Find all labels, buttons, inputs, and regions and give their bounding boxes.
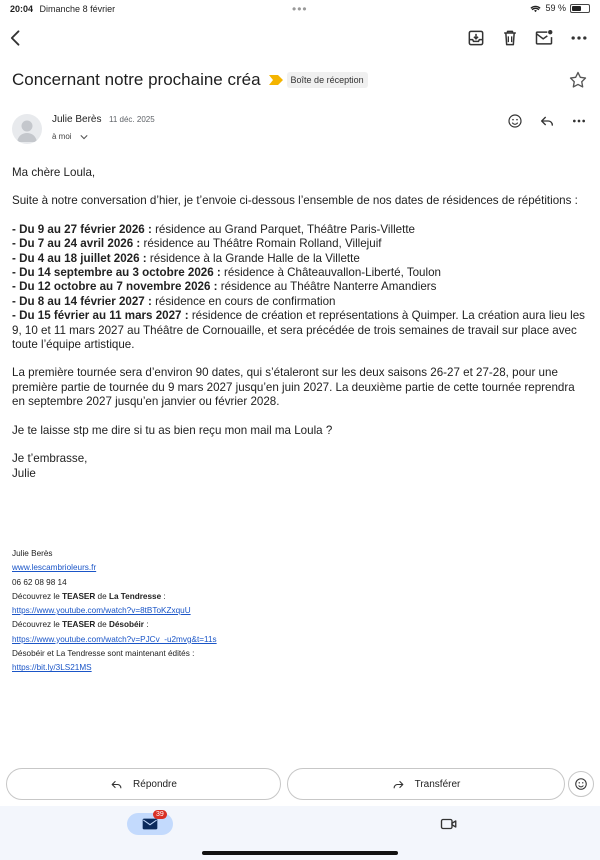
- person-icon: [12, 114, 42, 144]
- date-period: - Du 7 au 24 avril 2026 :: [12, 237, 141, 251]
- reply-icon: [110, 778, 123, 791]
- question-paragraph: Je te laisse stp me dire si tu as bien reçu mon mail ma Loula ?: [12, 423, 333, 437]
- teaser-prefix: Découvrez le: [12, 591, 63, 601]
- edited-text: Désobéir et La Tendresse sont maintenant édités :: [12, 649, 195, 659]
- message-subject: Concernant notre prochaine créa: [12, 70, 261, 89]
- unread-count-badge: 39: [153, 810, 167, 819]
- status-bar: [0, 0, 600, 18]
- sender-actions: [506, 112, 588, 130]
- status-date: Dimanche 8 février: [39, 4, 116, 14]
- battery-icon: [570, 4, 590, 13]
- sender-name[interactable]: Julie Berès: [52, 114, 102, 125]
- edited-link[interactable]: https://bit.ly/3LS21MS: [12, 663, 92, 673]
- greeting: Ma chère Loula,: [12, 166, 96, 179]
- date-period: - Du 8 au 14 février 2027 :: [12, 294, 152, 308]
- date-period: - Du 4 au 18 juillet 2026 :: [12, 251, 147, 265]
- date-detail: résidence de création et représentations à Quimper. La création aura lieu les 9, 10 et 11 mars 2027 au Théâtre de Cornouaille, et sera précédée de trois semaines de travail sur place avec toute l’équipe artistique.: [12, 309, 585, 352]
- delete-button[interactable]: [498, 26, 522, 50]
- date-item: [12, 223, 590, 237]
- message-toolbar: [0, 24, 600, 52]
- trash-icon: [500, 28, 520, 48]
- smiley-icon: [507, 113, 523, 129]
- more-horizontal-icon: [569, 28, 589, 48]
- date-period: - Du 14 septembre au 3 octobre 2026 :: [12, 266, 221, 280]
- back-button[interactable]: [4, 26, 28, 50]
- email-signature: [12, 547, 412, 676]
- teaser-1-line: [12, 590, 412, 604]
- date-item: [12, 237, 590, 251]
- star-icon: [568, 70, 588, 90]
- website-link[interactable]: www.lescambrioleurs.fr: [12, 563, 97, 573]
- mail-tab[interactable]: [127, 813, 173, 835]
- star-button[interactable]: [568, 70, 588, 90]
- signature-phone: 06 62 08 98 14: [12, 577, 67, 587]
- date-detail: résidence au Théâtre Nanterre Amandiers: [217, 280, 437, 294]
- date-detail: résidence à la Grande Halle de la Villette: [146, 251, 360, 265]
- add-reaction-button[interactable]: [506, 112, 524, 130]
- date-item: [12, 252, 590, 266]
- date-period: - Du 15 février au 11 mars 2027 :: [12, 309, 189, 323]
- date-item: [12, 266, 590, 280]
- teaser-suffix: :: [161, 591, 166, 601]
- teaser-suffix: :: [144, 620, 149, 630]
- archive-icon: [466, 28, 486, 48]
- more-horizontal-icon: [571, 113, 587, 129]
- date-period: - Du 9 au 27 février 2026 :: [12, 222, 152, 236]
- status-right: [530, 3, 590, 13]
- teaser-title: Désobéir: [108, 620, 144, 630]
- mail-icon: [142, 818, 158, 830]
- inbox-label-chip[interactable]: Boîte de réception: [287, 72, 368, 88]
- meet-tab[interactable]: [440, 816, 458, 832]
- reply-label: Répondre: [133, 778, 177, 790]
- tour-paragraph: La première tournée sera d’environ 90 dates, qui s’étaleront sur les deux saisons 26-27 et 27-28, pour une première partie de tournée du 9 mars 2027 jusqu’en juin 2027. La deuxième partie de cette tournée reprendra en septembre 2027 jusqu’en janvier ou février 2028.: [12, 366, 575, 409]
- teaser-title: La Tendresse: [108, 591, 162, 601]
- reply-button[interactable]: [6, 768, 281, 800]
- date-detail: résidence à Châteauvallon-Liberté, Toulon: [220, 266, 441, 280]
- multitasking-dots-icon[interactable]: •••: [292, 2, 308, 16]
- teaser-mid: de: [95, 620, 109, 630]
- bottom-navigation: [0, 806, 600, 860]
- signature-name: Julie Berès: [12, 549, 53, 558]
- reply-icon: [539, 113, 555, 129]
- closing: Je t’embrasse,: [12, 452, 88, 466]
- battery-percent: 59 %: [545, 3, 566, 13]
- reply-bar: [6, 768, 594, 800]
- teaser-2-link[interactable]: https://www.youtube.com/watch?v=PJCv_-u2mvg&t=11s: [12, 634, 217, 644]
- mail-unread-icon: [534, 28, 554, 48]
- more-options-button[interactable]: [567, 26, 591, 50]
- avatar[interactable]: [12, 114, 42, 144]
- teaser-2-line: [12, 618, 412, 632]
- date-detail: résidence au Grand Parquet, Théâtre Paris-Villette: [151, 222, 415, 236]
- date-item: [12, 309, 590, 352]
- date-detail: résidence au Théâtre Romain Rolland, Villejuif: [140, 237, 382, 251]
- important-marker-icon[interactable]: [269, 75, 283, 85]
- sender-row: [12, 112, 588, 146]
- forward-button[interactable]: [287, 768, 565, 800]
- battery-fill: [572, 6, 581, 11]
- residency-dates-list: [12, 223, 590, 353]
- archive-button[interactable]: [464, 26, 488, 50]
- date-item: [12, 295, 590, 309]
- intro-paragraph: Suite à notre conversation d’hier, je t’envoie ci-dessous l’ensemble de nos dates de résidences de répétitions :: [12, 194, 578, 208]
- date-period: - Du 12 octobre au 7 novembre 2026 :: [12, 280, 218, 294]
- home-indicator[interactable]: [202, 851, 398, 855]
- teaser-prefix: Découvrez le: [12, 620, 63, 630]
- teaser-1-link[interactable]: https://www.youtube.com/watch?v=8tBToKZxquU: [12, 606, 191, 616]
- date-item: [12, 280, 590, 294]
- teaser-word: TEASER: [62, 620, 96, 630]
- video-camera-icon: [440, 816, 458, 832]
- date-detail: résidence en cours de confirmation: [151, 294, 336, 308]
- sent-date: 11 déc. 2025: [109, 115, 155, 124]
- wifi-icon: [530, 4, 541, 13]
- recipient-details-toggle[interactable]: [52, 132, 88, 141]
- emoji-reaction-button[interactable]: [568, 771, 594, 797]
- message-more-button[interactable]: [570, 112, 588, 130]
- teaser-mid: de: [95, 591, 109, 601]
- arrow-left-icon: [6, 28, 26, 48]
- smiley-icon: [574, 777, 588, 791]
- recipient-label: à moi: [52, 132, 72, 141]
- status-left: [10, 4, 115, 14]
- chevron-down-icon: [80, 134, 88, 140]
- message-body: [12, 166, 590, 481]
- status-time: 20:04: [10, 4, 34, 14]
- subject-row: [12, 66, 588, 94]
- forward-label: Transférer: [414, 778, 461, 790]
- forward-icon: [392, 778, 405, 791]
- signoff: Julie: [12, 466, 36, 480]
- mark-unread-button[interactable]: [532, 26, 556, 50]
- teaser-word: TEASER: [62, 591, 96, 601]
- reply-icon-button[interactable]: [538, 112, 556, 130]
